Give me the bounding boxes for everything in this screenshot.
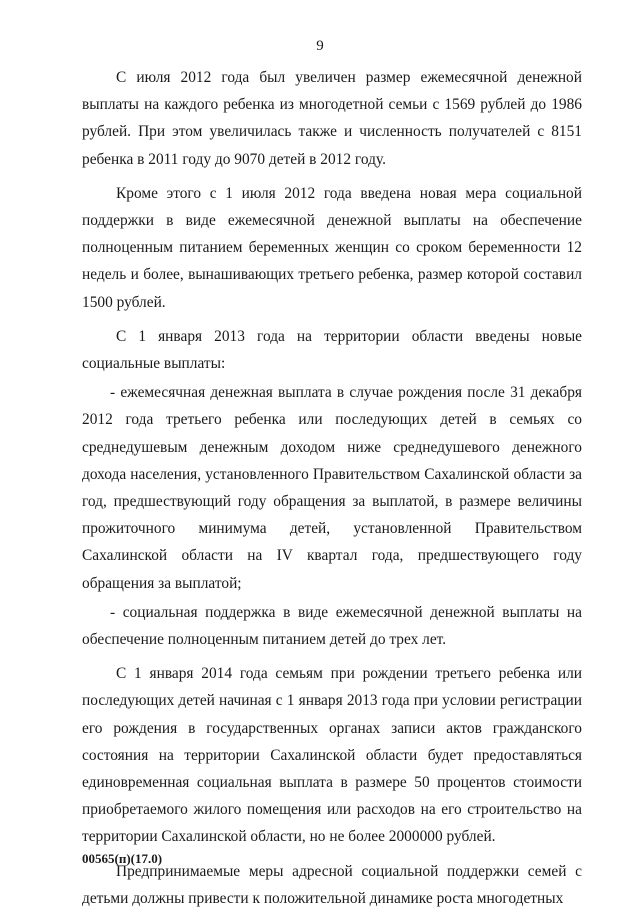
list-item-monthly-payment: - ежемесячная денежная выплата в случае рождения после 31 декабря 2012 года третьего ребенка или последующих детей в семьях со среднедушевым денежным доходом ниже среднедушевого денежного дохода населения, установленного Правительством Сахалинской области за год, предшествующий году обращения за выплатой, в размере величины прожиточного минимума детей, установленной Правительством Сахалинской области на IV квартал года, предшествующего году обращения за выплатой; [82, 384, 582, 592]
paragraph-payment-increase: С июля 2012 года был увеличен размер ежемесячной денежной выплаты на каждого ребенка из многодетной семьи с 1569 рублей до 1986 рублей. При этом увеличилась также и численность получателей с 8151 ребенка в 2011 году до 9070 детей в 2012 году. [82, 69, 582, 168]
paragraph-new-payments-intro: С 1 января 2013 года на территории области введены новые социальные выплаты: [82, 327, 582, 373]
paragraph-conclusion: Предпринимаемые меры адресной социальной поддержки семей с детьми должны привести к положительной динамике роста многодетных [82, 862, 582, 907]
paragraph-pregnancy-support: Кроме этого с 1 июля 2012 года введена новая мера социальной поддержки в виде ежемесячной денежной выплаты на обеспечение полноценным питанием беременных женщин со сроком беременности 12 недель и более, вынашивающих третьего ребенка, размер которой составил 1500 рублей. [82, 184, 582, 311]
body-text [82, 64, 582, 912]
page-number: 9 [316, 38, 324, 54]
list-item-nutrition-support: - социальная поддержка в виде ежемесячной денежной выплаты на обеспечение полноценным питанием детей до трех лет. [82, 603, 582, 649]
document-code: 00565(п)(17.0) [82, 851, 163, 866]
paragraph-housing-payment: С 1 января 2014 года семьям при рождении третьего ребенка или последующих детей начиная с 1 января 2013 года при условии регистрации его рождения в государственных органах записи актов гражданского состояния на территории Сахалинской области будет предоставляться единовременная социальная выплата в размере 50 процентов стоимости приобретаемого жилого помещения или расходов на его строительство на территории Сахалинской области, но не более 2000000 рублей. [82, 665, 582, 846]
